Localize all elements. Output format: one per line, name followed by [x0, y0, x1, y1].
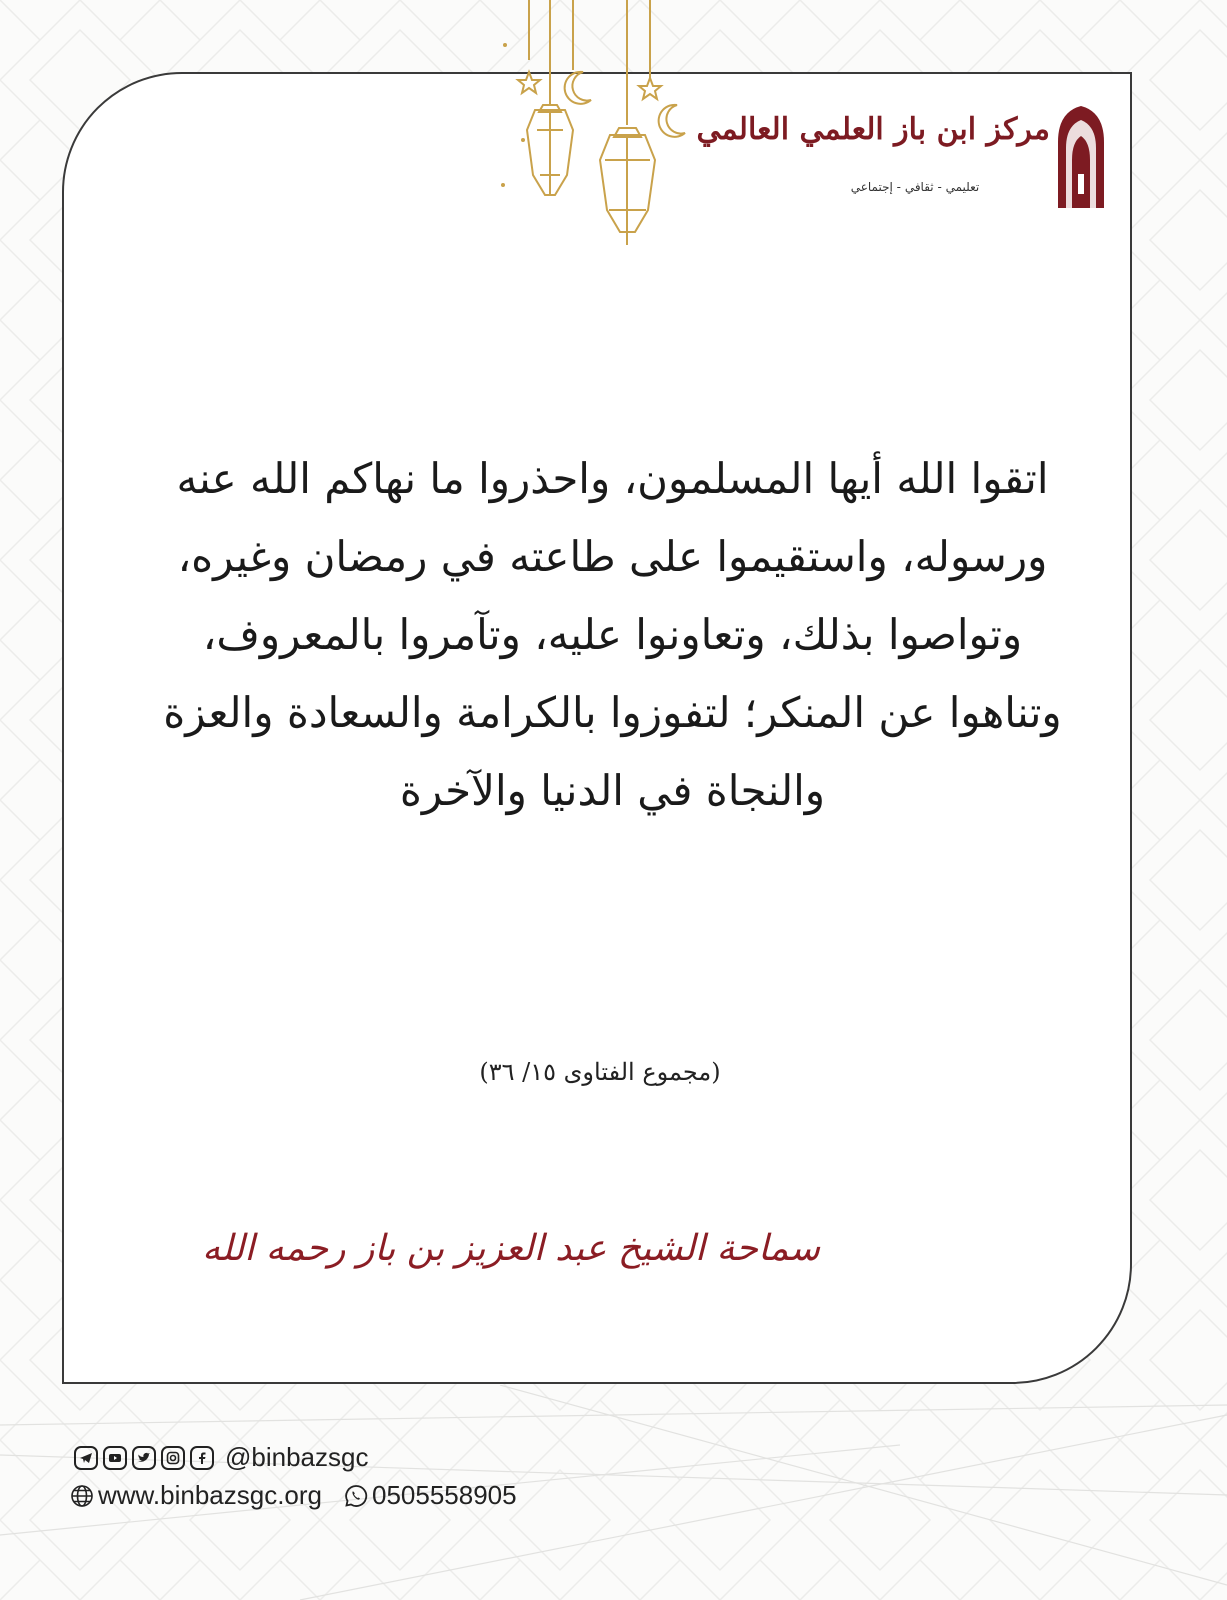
social-links — [74, 1442, 368, 1473]
signature-calligraphy: سماحة الشيخ عبد العزيز بن باز رحمه الله — [202, 1228, 820, 1269]
quote-line: والنجاة في الدنيا والآخرة — [399, 766, 826, 815]
quote-line: وتناهوا عن المنكر؛ لتفوزوا بالكرامة والسعادة والعزة — [163, 688, 1062, 737]
logo-name: مركز ابن باز العلمي العالمي — [696, 112, 1050, 147]
whatsapp-icon — [344, 1484, 368, 1508]
globe-icon — [70, 1484, 94, 1508]
lantern-decoration-icon — [495, 0, 705, 250]
source-citation: (مجموع الفتاوى ١٥/ ٣٦) — [479, 1058, 721, 1086]
website-link[interactable]: www.binbazsgc.org — [98, 1480, 322, 1510]
social-handle[interactable]: @binbazsgc — [225, 1442, 369, 1472]
logo-tagline: تعليمي - ثقافي - إجتماعي — [850, 180, 980, 194]
quote-line: ورسوله، واستقيموا على طاعته في رمضان وغيره، — [177, 532, 1048, 581]
phone-contact[interactable] — [344, 1480, 517, 1511]
youtube-icon[interactable] — [103, 1446, 127, 1470]
quote-line: وتواصوا بذلك، وتعاونوا عليه، وتآمروا بالمعروف، — [202, 610, 1023, 659]
mosque-emblem-icon — [1056, 104, 1106, 208]
contact-info — [70, 1480, 517, 1511]
facebook-icon[interactable] — [190, 1446, 214, 1470]
quote-line: اتقوا الله أيها المسلمون، واحذروا ما نهاكم الله عنه — [176, 454, 1049, 503]
twitter-icon[interactable] — [132, 1446, 156, 1470]
telegram-icon[interactable] — [74, 1446, 98, 1470]
instagram-icon[interactable] — [161, 1446, 185, 1470]
phone-number[interactable]: 0505558905 — [372, 1480, 517, 1510]
quote-text — [140, 440, 1085, 830]
